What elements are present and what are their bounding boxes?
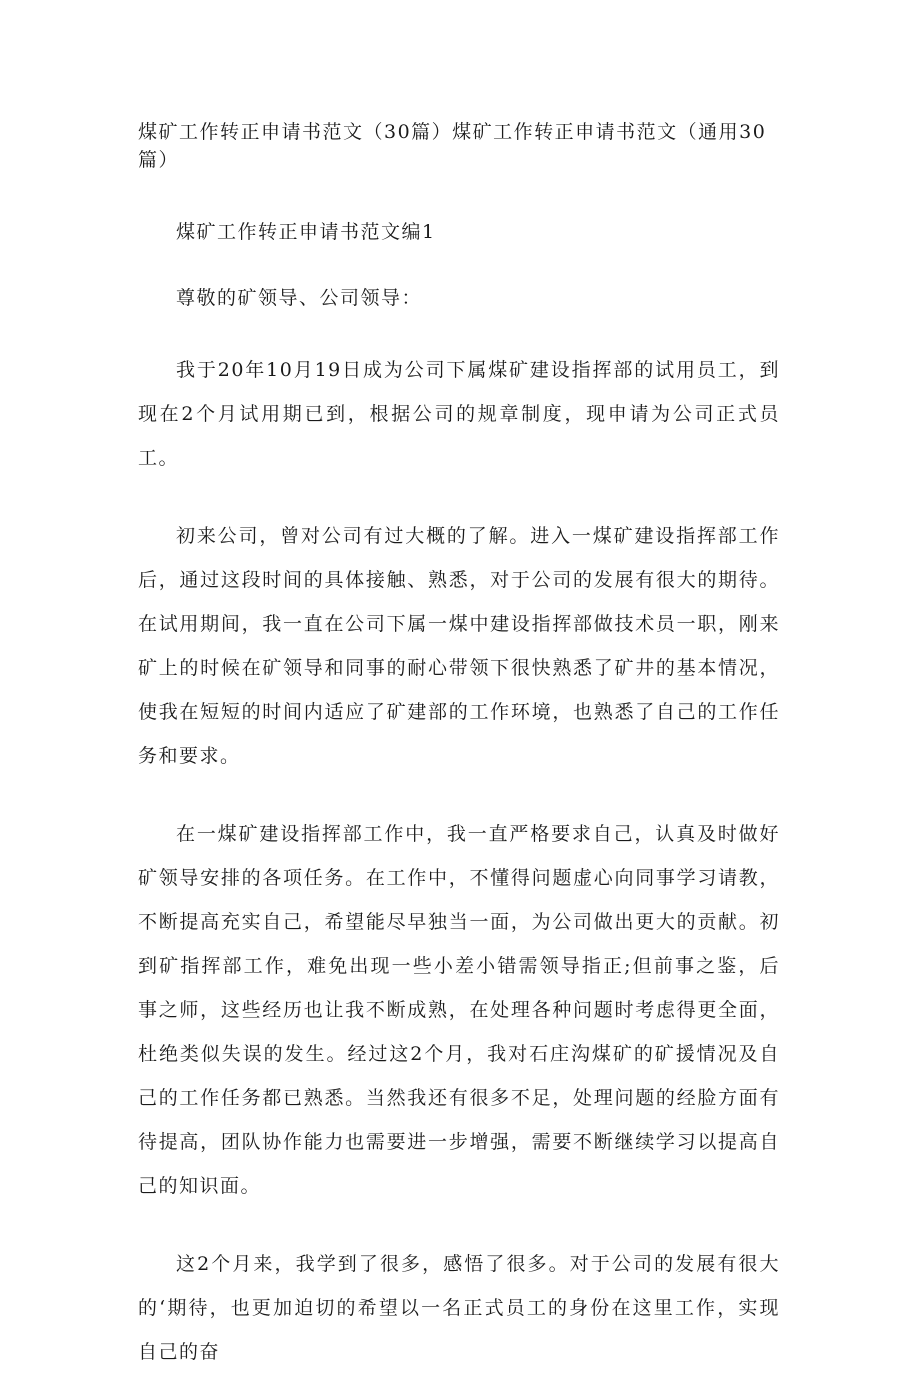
document-title: 煤矿工作转正申请书范文（30篇）煤矿工作转正申请书范文（通用30篇） [138,121,767,171]
paragraph-2: 初来公司，曾对公司有过大概的了解。进入一煤矿建设指挥部工作后，通过这段时间的具体接触、熟悉，对于公司的发展有很大的期待。在试用期间，我一直在公司下属一煤中建设指挥部做技术员一职，刚来矿上的时候在矿领导和同事的耐心带领下很快熟悉了矿井的基本情况，使我在短短的时间内适应了矿建部的工作环境，也熟悉了自己的工作任务和要求。 [138,525,780,767]
paragraph-4: 这2个月来，我学到了很多，感悟了很多。对于公司的发展有很大的‘期待，也更加迫切的希望以一名正式员工的身份在这里工作，实现自己的奋 [138,1253,780,1363]
section-heading: 煤矿工作转正申请书范文编1 [176,221,436,243]
salutation: 尊敬的矿领导、公司领导： [176,287,423,309]
paragraph-1: 我于20年10月19日成为公司下属煤矿建设指挥部的试用员工，到现在2个月试用期已到，根据公司的规章制度，现申请为公司正式员工。 [138,359,780,469]
paragraph-3: 在一煤矿建设指挥部工作中，我一直严格要求自己，认真及时做好矿领导安排的各项任务。在工作中，不懂得问题虚心向同事学习请教，不断提高充实自己，希望能尽早独当一面，为公司做出更大的贡献。初到矿指挥部工作，难免出现一些小差小错需领导指正;但前事之鉴，后事之师，这些经历也让我不断成熟，在处理各种问题时考虑得更全面，杜绝类似失误的发生。经过这2个月，我对石庄沟煤矿的矿援情况及自己的工作任务都已熟悉。当然我还有很多不足，处理问题的经脸方面有待提高，团队协作能力也需要进一步增强，需要不断继续学习以提高自己的知识面。 [138,823,780,1197]
